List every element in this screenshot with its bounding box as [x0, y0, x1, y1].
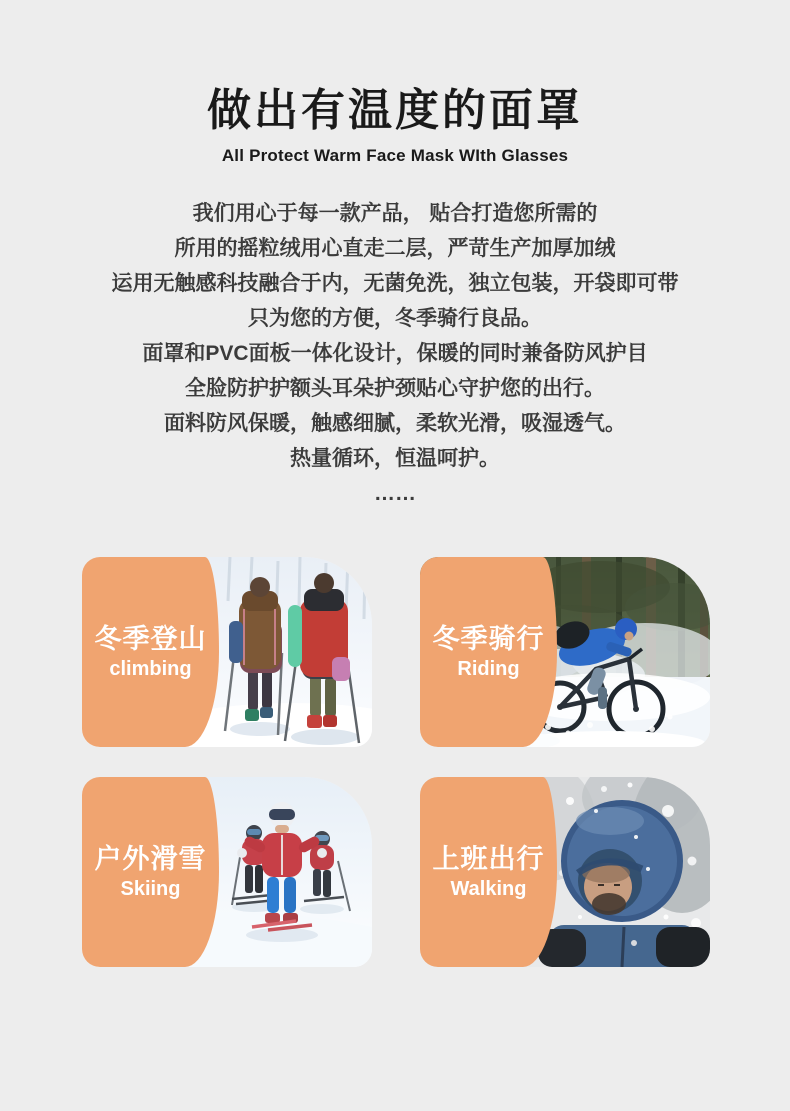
scene-title-zh: 冬季骑行: [432, 624, 545, 655]
scene-title-zh: 户外滑雪: [94, 844, 207, 875]
page-title: 做出有温度的面罩: [207, 86, 583, 135]
scene-label-blob: [420, 557, 557, 747]
description-line: ……: [374, 481, 416, 505]
scene-title-zh: 上班出行: [432, 844, 545, 875]
usage-scene-grid: [82, 557, 710, 967]
scene-card-skiing: [82, 777, 372, 967]
product-description: [0, 196, 790, 511]
hero-section: [0, 0, 790, 166]
scene-card-walking: [420, 777, 710, 967]
description-line: 只为您的方便，冬季骑行良品。: [248, 306, 542, 330]
description-line: 运用无触感科技融合于内，无菌免洗，独立包装，开袋即可带: [111, 271, 679, 295]
description-line: 全脸防护护额头耳朵护颈贴心守护您的出行。: [185, 376, 605, 400]
description-line: 我们用心于每一款产品， 贴合打造您所需的: [192, 201, 598, 225]
description-line: 所用的摇粒绒用心直走二层，严苛生产加厚加绒: [174, 236, 616, 260]
scene-title-en: climbing: [109, 657, 192, 680]
scene-card-climbing: [82, 557, 372, 747]
scene-card-riding: [420, 557, 710, 747]
scene-label-blob: [420, 777, 557, 967]
page-subtitle: All Protect Warm Face Mask WIth Glasses: [221, 145, 569, 165]
description-line: 面料防风保暖，触感细腻，柔软光滑，吸湿透气。: [164, 411, 626, 435]
scene-title-en: Walking: [450, 877, 527, 900]
scene-label-blob: [82, 557, 219, 747]
scene-title-en: Skiing: [120, 877, 181, 900]
scene-title-zh: 冬季登山: [94, 624, 207, 655]
description-line: 热量循环，恒温呵护。: [290, 446, 500, 470]
scene-title-en: Riding: [457, 657, 520, 680]
scene-label-blob: [82, 777, 219, 967]
description-line: 面罩和PVC面板一体化设计，保暖的同时兼备防风护目: [142, 341, 648, 365]
